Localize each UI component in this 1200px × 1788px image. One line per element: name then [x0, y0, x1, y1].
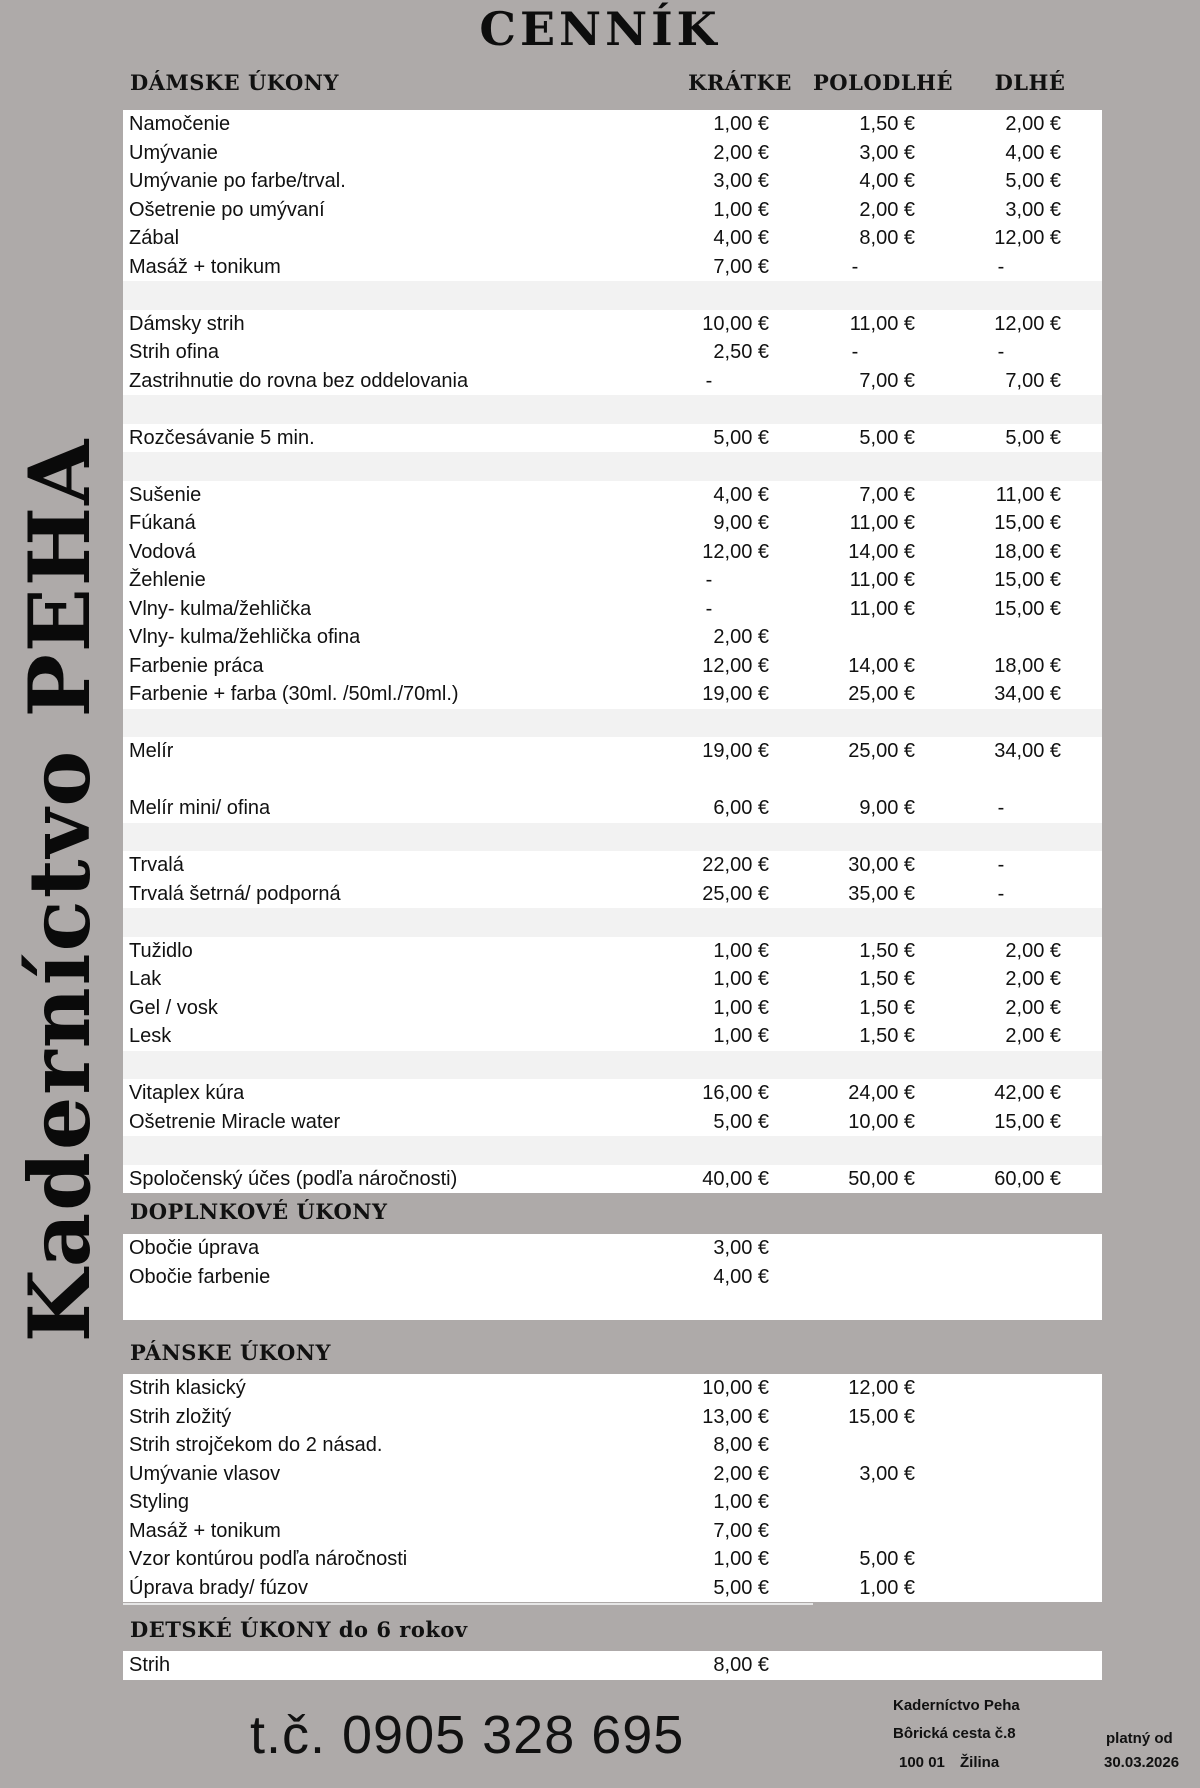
blank-row — [123, 1291, 1102, 1320]
price-kratke: 5,00 € — [713, 1576, 769, 1599]
price-polodlhe: 4,00 € — [859, 170, 915, 192]
price-polodlhe: 1,50 € — [859, 113, 915, 135]
price-dlhe: 2,00 € — [1005, 113, 1061, 135]
price-row — [123, 139, 1102, 168]
section-heading-panske: PÁNSKE ÚKONY — [130, 1340, 331, 1365]
price-row — [123, 367, 1102, 396]
business-name: Kaderníctvo Peha — [893, 1697, 1020, 1714]
price-dlhe: 18,00 € — [994, 540, 1061, 563]
postal-code: 100 01 — [899, 1754, 945, 1771]
service-name: Umývanie — [129, 141, 218, 164]
price-kratke: 2,00 € — [713, 1462, 769, 1485]
separator-row — [123, 1136, 1102, 1165]
service-name: Lesk — [129, 1025, 172, 1047]
price-kratke: 4,00 € — [713, 227, 769, 249]
price-polodlhe: 11,00 € — [849, 512, 915, 534]
price-row — [123, 224, 1102, 253]
price-row — [123, 1488, 1102, 1517]
price-row — [123, 595, 1102, 624]
price-kratke: 1,00 € — [713, 968, 769, 990]
row-divider — [123, 1603, 813, 1605]
price-row — [123, 965, 1102, 994]
price-kratke: 10,00 € — [702, 312, 769, 335]
service-name: Ošetrenie po umývaní — [129, 198, 325, 221]
service-name: Melír mini/ ofina — [129, 797, 271, 819]
price-row — [123, 1431, 1102, 1460]
price-kratke: 10,00 € — [702, 1377, 769, 1399]
service-name: Umývanie po farbe/trval. — [129, 170, 346, 192]
price-dlhe: 42,00 € — [994, 1082, 1061, 1104]
price-dlhe: 5,00 € — [1005, 170, 1061, 192]
price-row — [123, 167, 1102, 196]
price-polodlhe: - — [851, 341, 859, 363]
service-name: Obočie úprava — [129, 1237, 260, 1259]
price-polodlhe: 11,00 € — [849, 312, 915, 335]
price-dlhe: 34,00 € — [994, 683, 1061, 705]
price-row — [123, 538, 1102, 567]
price-polodlhe: 3,00 € — [859, 1462, 915, 1485]
service-name: Úprava brady/ fúzov — [129, 1576, 308, 1599]
price-kratke: 6,00 € — [713, 797, 769, 819]
price-kratke: 2,00 € — [713, 626, 769, 648]
price-kratke: - — [705, 569, 713, 591]
price-dlhe: 4,00 € — [1005, 141, 1061, 164]
service-name: Vodová — [129, 540, 196, 563]
price-row — [123, 623, 1102, 652]
valid-from-label: platný od — [1106, 1730, 1173, 1747]
price-row — [123, 1079, 1102, 1108]
price-polodlhe: 25,00 € — [848, 683, 915, 705]
service-name: Farbenie práca — [129, 654, 264, 677]
price-polodlhe: 35,00 € — [848, 882, 915, 905]
price-kratke: 25,00 € — [702, 882, 769, 905]
service-name: Tužidlo — [129, 939, 193, 962]
price-kratke: 1,00 € — [713, 113, 769, 135]
service-name: Žehlenie — [129, 569, 206, 591]
price-row — [123, 1403, 1102, 1432]
price-kratke: 4,00 € — [713, 483, 769, 506]
price-kratke: 22,00 € — [702, 854, 769, 876]
price-kratke: 1,00 € — [713, 939, 769, 962]
price-kratke: 1,00 € — [713, 1548, 769, 1570]
price-row — [123, 994, 1102, 1023]
price-kratke: 7,00 € — [713, 1519, 769, 1542]
price-dlhe: 15,00 € — [994, 1110, 1061, 1133]
price-row — [123, 937, 1102, 966]
price-polodlhe: 7,00 € — [859, 483, 915, 506]
price-dlhe: - — [997, 882, 1005, 905]
price-dlhe: - — [997, 797, 1005, 819]
price-kratke: 12,00 € — [702, 540, 769, 563]
price-polodlhe: 3,00 € — [859, 141, 915, 164]
service-name: Vlny- kulma/žehlička — [129, 597, 312, 620]
price-row — [123, 1108, 1102, 1137]
service-name: Ošetrenie Miracle water — [129, 1110, 341, 1133]
price-polodlhe: 11,00 € — [849, 597, 915, 620]
price-row — [123, 680, 1102, 709]
price-kratke: 19,00 € — [702, 740, 769, 762]
price-row — [123, 1263, 1102, 1292]
price-polodlhe: 1,50 € — [859, 968, 915, 990]
separator-row — [123, 395, 1102, 424]
service-name: Trvalá — [129, 854, 184, 876]
price-kratke: 2,00 € — [713, 141, 769, 164]
service-name: Gel / vosk — [129, 996, 218, 1019]
price-table-detske — [123, 1651, 1102, 1680]
service-name: Vzor kontúrou podľa náročnosti — [129, 1548, 408, 1570]
service-name: Trvalá šetrná/ podporná — [129, 882, 341, 905]
price-row — [123, 1574, 1102, 1603]
price-dlhe: 2,00 € — [1005, 996, 1061, 1019]
price-kratke: 16,00 € — [702, 1082, 769, 1104]
service-name: Farbenie + farba (30ml. /50ml./70ml.) — [129, 683, 459, 705]
price-polodlhe: 14,00 € — [848, 654, 915, 677]
price-row — [123, 737, 1102, 766]
price-row — [123, 794, 1102, 823]
service-name: Obočie farbenie — [129, 1265, 271, 1288]
separator-row — [123, 1051, 1102, 1080]
price-polodlhe: 50,00 € — [848, 1167, 915, 1190]
service-name: Spoločenský účes (podľa náročnosti) — [129, 1167, 458, 1190]
price-polodlhe: 11,00 € — [849, 569, 915, 591]
service-name: Vitaplex kúra — [129, 1082, 245, 1104]
price-row — [123, 1545, 1102, 1574]
price-kratke: 1,00 € — [713, 1491, 769, 1513]
column-header-dlhe: DLHÉ — [994, 70, 1066, 95]
price-kratke: 1,00 € — [713, 996, 769, 1019]
price-dlhe: 5,00 € — [1005, 426, 1061, 449]
price-polodlhe: 12,00 € — [848, 1377, 915, 1399]
price-kratke: 19,00 € — [702, 683, 769, 705]
valid-from-date: 30.03.2026 — [1104, 1754, 1180, 1771]
price-polodlhe: 9,00 € — [859, 797, 915, 819]
price-row — [123, 1517, 1102, 1546]
price-dlhe: 18,00 € — [994, 654, 1061, 677]
price-dlhe: - — [997, 341, 1005, 363]
price-row — [123, 880, 1102, 909]
price-row — [123, 1165, 1102, 1194]
side-logo-text: Kaderníctvo PEHA — [10, 437, 109, 1343]
service-name: Strih — [129, 1654, 171, 1676]
service-name: Namočenie — [129, 113, 231, 135]
separator-row — [123, 709, 1102, 738]
service-name: Masáž + tonikum — [129, 1519, 281, 1542]
section-heading-damske: DÁMSKE ÚKONY — [130, 70, 339, 95]
section-heading-detske: DETSKÉ ÚKONY do 6 rokov — [130, 1617, 468, 1642]
service-name: Styling — [129, 1491, 190, 1513]
service-name: Masáž + tonikum — [129, 255, 281, 278]
price-kratke: 7,00 € — [713, 255, 769, 278]
price-row — [123, 424, 1102, 453]
price-row — [123, 509, 1102, 538]
price-dlhe: 12,00 € — [994, 227, 1061, 249]
price-dlhe: 2,00 € — [1005, 939, 1061, 962]
service-name: Zastrihnutie do rovna bez oddelovania — [129, 369, 469, 392]
price-dlhe: - — [997, 854, 1005, 876]
price-dlhe: 12,00 € — [994, 312, 1061, 335]
price-dlhe: 2,00 € — [1005, 968, 1061, 990]
price-polodlhe: 1,50 € — [859, 996, 915, 1019]
page-title: CENNÍK — [479, 2, 721, 56]
price-polodlhe: 1,50 € — [859, 1025, 915, 1047]
phone-number: t.č. 0905 328 695 — [250, 1705, 685, 1765]
price-polodlhe: 8,00 € — [859, 227, 915, 249]
price-kratke: 3,00 € — [713, 1237, 769, 1259]
price-table-panske — [123, 1374, 1102, 1602]
price-kratke: 8,00 € — [713, 1654, 769, 1676]
price-row — [123, 196, 1102, 225]
price-kratke: 4,00 € — [713, 1265, 769, 1288]
service-name: Vlny- kulma/žehlička ofina — [129, 626, 361, 648]
price-dlhe: - — [997, 255, 1005, 278]
price-polodlhe: 10,00 € — [848, 1110, 915, 1133]
price-dlhe: 15,00 € — [994, 597, 1061, 620]
service-name: Melír — [129, 740, 174, 762]
price-polodlhe: 30,00 € — [848, 854, 915, 876]
service-name: Sušenie — [129, 483, 202, 506]
price-kratke: 5,00 € — [713, 1110, 769, 1133]
price-polodlhe: - — [851, 255, 859, 278]
price-polodlhe: 5,00 € — [859, 1548, 915, 1570]
price-row — [123, 110, 1102, 139]
price-row — [123, 1651, 1102, 1680]
price-dlhe: 15,00 € — [994, 512, 1061, 534]
column-header-polodlhe: POLODLHÉ — [813, 70, 953, 95]
price-polodlhe: 15,00 € — [848, 1405, 915, 1428]
price-row — [123, 1234, 1102, 1263]
price-row — [123, 338, 1102, 367]
service-name: Strih zložitý — [129, 1405, 232, 1428]
price-dlhe: 11,00 € — [995, 483, 1061, 506]
column-header-kratke: KRÁTKE — [688, 70, 792, 95]
price-row — [123, 1460, 1102, 1489]
blank-row — [123, 766, 1102, 795]
price-dlhe: 3,00 € — [1005, 198, 1061, 221]
separator-row — [123, 823, 1102, 852]
price-kratke: - — [705, 597, 713, 620]
service-name: Rozčesávanie 5 min. — [129, 426, 315, 449]
service-name: Strih klasický — [129, 1377, 246, 1399]
price-kratke: 40,00 € — [702, 1167, 769, 1190]
price-kratke: 12,00 € — [702, 654, 769, 677]
service-name: Strih ofina — [129, 341, 220, 363]
price-kratke: 1,00 € — [713, 1025, 769, 1047]
price-polodlhe: 5,00 € — [859, 426, 915, 449]
price-kratke: 8,00 € — [713, 1434, 769, 1456]
separator-row — [123, 452, 1102, 481]
service-name: Umývanie vlasov — [129, 1462, 281, 1485]
service-name: Strih strojčekom do 2 násad. — [129, 1434, 383, 1456]
price-polodlhe: 14,00 € — [848, 540, 915, 563]
price-dlhe: 34,00 € — [994, 740, 1061, 762]
price-kratke: 9,00 € — [713, 512, 769, 534]
price-polodlhe: 1,00 € — [859, 1576, 915, 1599]
price-row — [123, 481, 1102, 510]
separator-row — [123, 908, 1102, 937]
price-kratke: 5,00 € — [713, 426, 769, 449]
section-heading-doplnkove: DOPLNKOVÉ ÚKONY — [130, 1199, 388, 1224]
price-polodlhe: 2,00 € — [859, 198, 915, 221]
side-logo-lane — [0, 385, 120, 1395]
price-row — [123, 1022, 1102, 1051]
price-row — [123, 253, 1102, 282]
price-row — [123, 851, 1102, 880]
price-table-damske — [123, 110, 1102, 1193]
price-dlhe: 7,00 € — [1005, 369, 1061, 392]
street-address: Bôrická cesta č.8 — [893, 1725, 1016, 1742]
service-name: Zábal — [129, 227, 180, 249]
price-polodlhe: 24,00 € — [848, 1082, 915, 1104]
price-kratke: 2,50 € — [713, 341, 769, 363]
city: Žilina — [960, 1754, 1000, 1771]
price-row — [123, 310, 1102, 339]
separator-row — [123, 281, 1102, 310]
service-name: Dámsky strih — [129, 312, 245, 335]
price-kratke: 3,00 € — [713, 170, 769, 192]
price-polodlhe: 1,50 € — [859, 939, 915, 962]
price-polodlhe: 25,00 € — [848, 740, 915, 762]
price-row — [123, 566, 1102, 595]
price-kratke: 1,00 € — [713, 198, 769, 221]
price-kratke: - — [705, 369, 713, 392]
price-polodlhe: 7,00 € — [859, 369, 915, 392]
price-row — [123, 1374, 1102, 1403]
service-name: Fúkaná — [129, 512, 196, 534]
price-row — [123, 652, 1102, 681]
price-table-doplnkove — [123, 1234, 1102, 1320]
price-dlhe: 15,00 € — [994, 569, 1061, 591]
price-kratke: 13,00 € — [702, 1405, 769, 1428]
service-name: Lak — [129, 968, 162, 990]
price-dlhe: 60,00 € — [994, 1167, 1061, 1190]
price-dlhe: 2,00 € — [1005, 1025, 1061, 1047]
